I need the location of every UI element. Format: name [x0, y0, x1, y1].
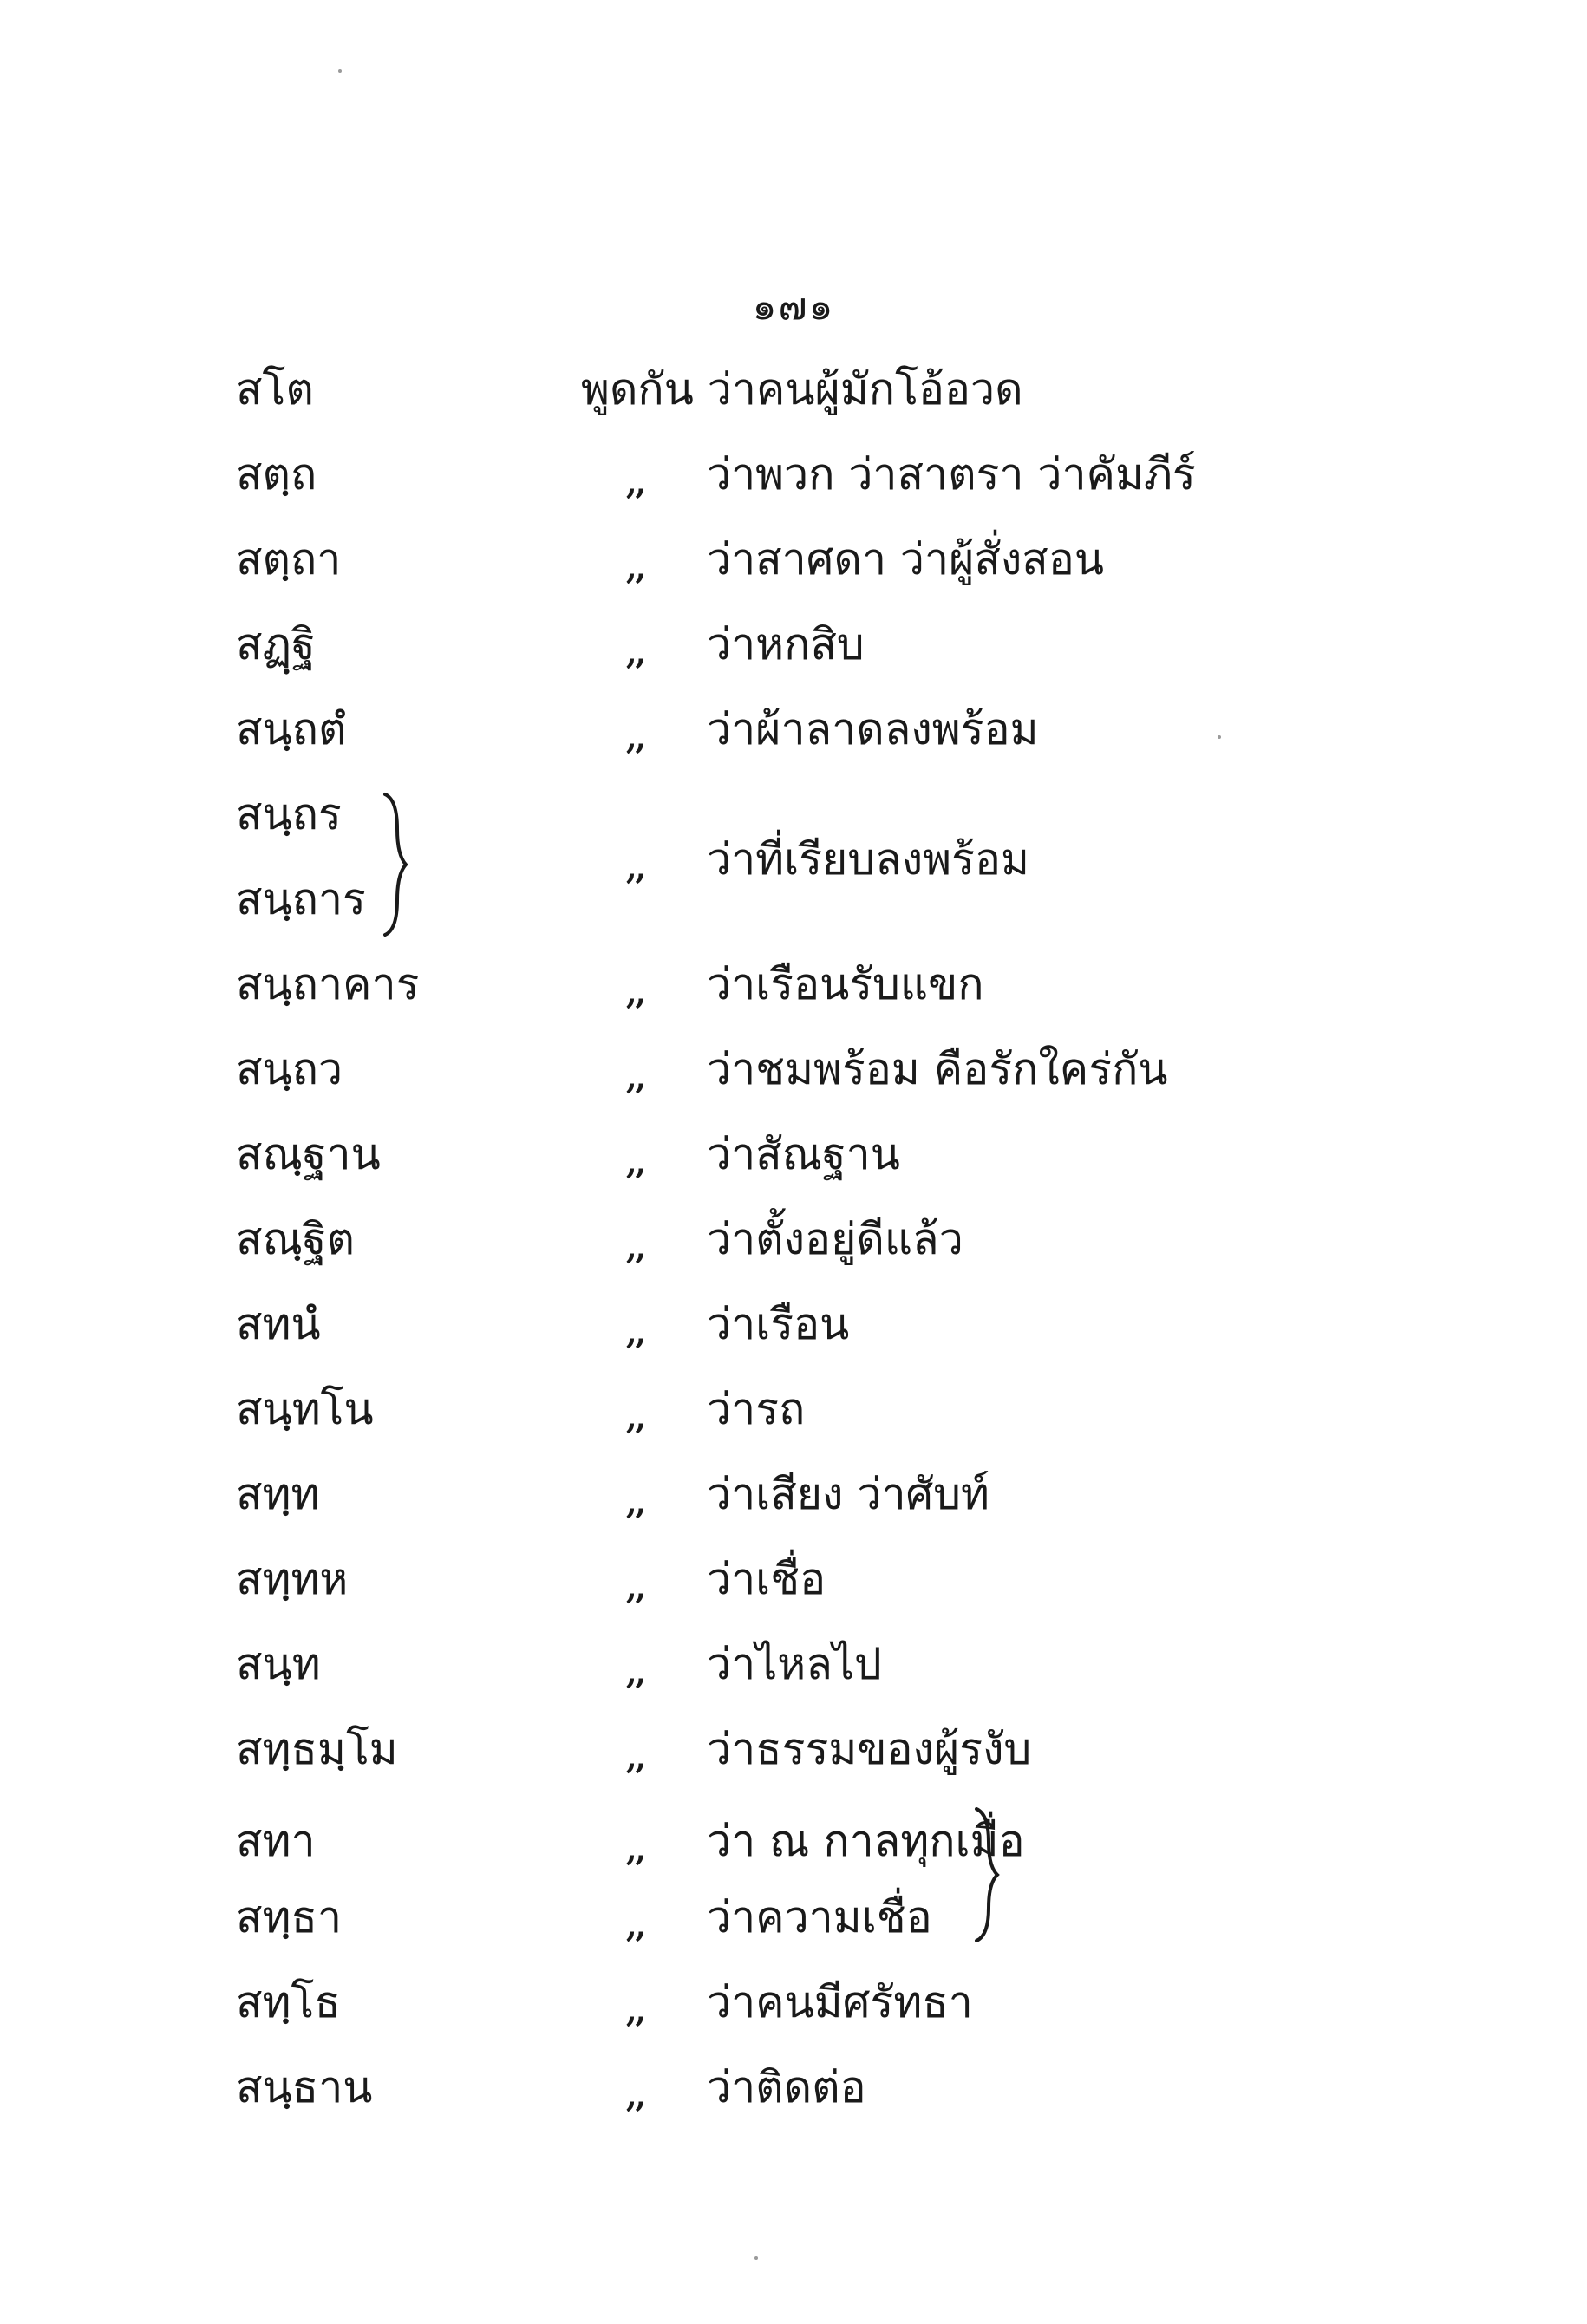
ditto-mark: ,, — [626, 465, 645, 501]
gloss: ว่าผ้าลาดลงพร้อม — [707, 704, 1039, 754]
term: สโต — [236, 364, 314, 415]
gloss: พูดกัน ว่าคนผู้มักโอ้อวด — [581, 364, 1023, 415]
term: สณฺฐาน — [236, 1129, 381, 1179]
ditto-mark: ,, — [626, 2078, 645, 2114]
list-item — [0, 1205, 1587, 1275]
gloss: ว่าเรือน — [707, 1299, 850, 1349]
gloss: ว่าความเชื่อ — [707, 1892, 932, 1942]
term: สนฺทโน — [236, 1384, 374, 1434]
gloss: ว่า ณ กาลทุกเมื่อ — [707, 1816, 1025, 1866]
scan-speck — [338, 69, 342, 73]
ditto-mark: ,, — [626, 1993, 645, 2029]
ditto-mark: ,, — [626, 1400, 645, 1436]
ditto-mark: ,, — [626, 1831, 645, 1868]
right-brace-icon — [378, 791, 413, 938]
list-item — [0, 1807, 1587, 1877]
list-item-group — [0, 780, 1587, 950]
list-item — [0, 950, 1587, 1020]
term: สทนํ — [236, 1299, 321, 1349]
list-item — [0, 1460, 1587, 1530]
list-item — [0, 1120, 1587, 1190]
gloss: ว่าเชื่อ — [707, 1554, 826, 1604]
ditto-mark: ,, — [626, 550, 645, 586]
list-item — [0, 1545, 1587, 1615]
gloss: ว่าที่เรียบลงพร้อม — [707, 834, 1029, 885]
ditto-mark: ,, — [626, 1740, 645, 1776]
term: สนฺถร — [236, 789, 342, 839]
list-item — [0, 1630, 1587, 1700]
term: สทฺธมฺโม — [236, 1724, 398, 1774]
gloss: ว่าไหลไป — [707, 1639, 882, 1689]
ditto-mark: ,, — [626, 635, 645, 671]
term: สนฺถาร — [236, 874, 366, 924]
list-item — [0, 1290, 1587, 1360]
ditto-mark: ,, — [626, 975, 645, 1011]
term: สณฺฐิต — [236, 1214, 355, 1264]
page-number: ๑๗๑ — [752, 284, 835, 329]
term: สตฺถ — [236, 449, 317, 499]
ditto-mark: ,, — [626, 1060, 645, 1096]
term: สนฺธาน — [236, 2062, 373, 2112]
gloss: ว่าตั้งอยู่ดีแล้ว — [707, 1214, 963, 1264]
gloss: ว่าสาศดา ว่าผู้สั่งสอน — [707, 534, 1105, 584]
list-item — [0, 610, 1587, 680]
list-item — [0, 1375, 1587, 1445]
term: สนฺท — [236, 1639, 321, 1689]
term: สทฺโธ — [236, 1977, 341, 2027]
term: สนฺถาคาร — [236, 959, 420, 1009]
term: สนฺถตํ — [236, 704, 347, 754]
list-item — [0, 695, 1587, 765]
gloss: ว่าติดต่อ — [707, 2062, 866, 2112]
list-item — [0, 441, 1587, 510]
ditto-mark: ,, — [626, 1655, 645, 1691]
ditto-mark: ,, — [626, 1908, 645, 1944]
gloss: ว่าคนมีศรัทธา — [707, 1977, 973, 2027]
right-brace-icon — [971, 1805, 1006, 1944]
gloss: ว่ารถ — [707, 1384, 806, 1434]
term: สทา — [236, 1816, 316, 1866]
term: สทฺทห — [236, 1554, 349, 1604]
ditto-mark: ,, — [626, 1485, 645, 1521]
term: สตฺถา — [236, 534, 342, 584]
ditto-mark: ,, — [626, 850, 645, 886]
gloss: ว่าเรือนรับแขก — [707, 959, 984, 1009]
term: สทฺท — [236, 1469, 320, 1519]
list-item — [0, 356, 1587, 425]
scan-speck — [754, 2256, 758, 2260]
gloss: ว่าสัณฐาน — [707, 1129, 900, 1179]
gloss: ว่าชมพร้อม คือรักใคร่กัน — [707, 1044, 1168, 1094]
list-item — [0, 2053, 1587, 2123]
gloss: ว่าหกสิบ — [707, 619, 865, 669]
list-item — [0, 1968, 1587, 2038]
term: สฏฺฐิ — [236, 619, 316, 669]
term: สทฺธา — [236, 1892, 343, 1942]
gloss: ว่าพวก ว่าสาตรา ว่าคัมภีร์ — [707, 449, 1196, 499]
gloss: ว่าธรรมของผู้รงับ — [707, 1724, 1032, 1774]
list-item — [0, 1715, 1587, 1785]
ditto-mark: ,, — [626, 1230, 645, 1266]
scan-speck — [1218, 735, 1221, 739]
ditto-mark: ,, — [626, 720, 645, 756]
ditto-mark: ,, — [626, 1570, 645, 1606]
ditto-mark: ,, — [626, 1315, 645, 1351]
list-item — [0, 1035, 1587, 1105]
term: สนฺถว — [236, 1044, 343, 1094]
list-item — [0, 1883, 1587, 1953]
ditto-mark: ,, — [626, 1145, 645, 1181]
gloss: ว่าเสียง ว่าศับท์ — [707, 1469, 989, 1519]
list-item — [0, 526, 1587, 595]
